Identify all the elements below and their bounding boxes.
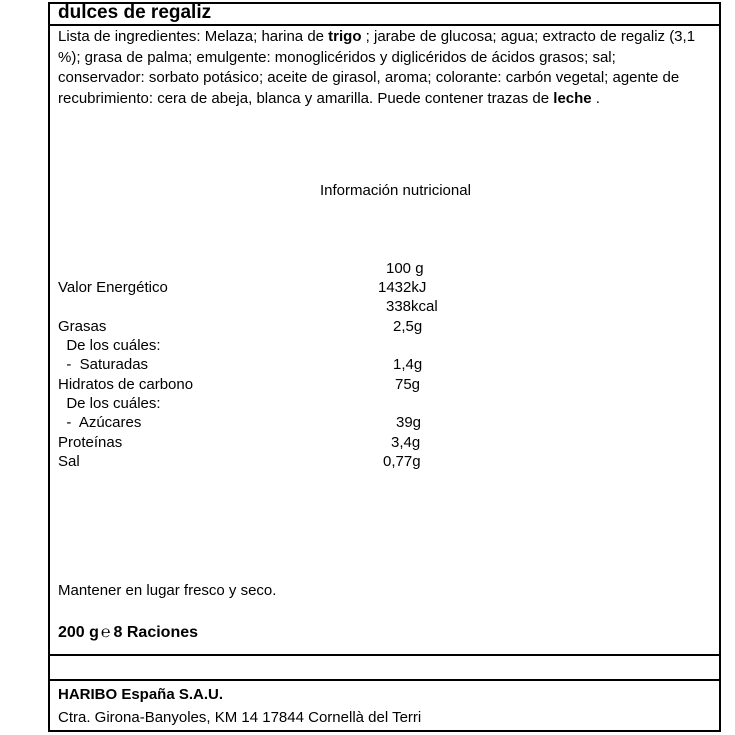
nutrition-row-value: 1,4g	[393, 356, 423, 373]
nutrition-row-label: Grasas	[58, 318, 107, 335]
nutrition-row-value: 75g	[395, 376, 421, 393]
nutrition-title: Información nutricional	[320, 182, 471, 199]
nutrition-row-label: - Saturadas	[58, 356, 149, 373]
ingredients-list	[58, 27, 698, 109]
nutrition-row-label: De los cuáles:	[58, 337, 161, 354]
ingredients-text-2: ; jarabe de glucosa; agua; extracto de regaliz (3,1 %); grasa de palma; emulgente: monoglicéridos y diglicéridos de ácidos grasos; sal; conservador: sorbato potásico; aceite de girasol, aroma; colorante: carbón vegetal; agente de recubrimiento: cera de abeja, blanca y amarilla. Puede contener trazas de	[58, 28, 696, 107]
product-name: dulces de regaliz	[58, 2, 212, 23]
nutrition-row-label: Sal	[58, 453, 80, 470]
nutrition-column-header: 100 g	[386, 260, 424, 277]
divider-company	[48, 679, 721, 681]
nutrition-row-value: 0,77g	[383, 453, 421, 470]
nutrition-row-label: Valor Energético	[58, 279, 168, 296]
nutrition-row-label: - Azúcares	[58, 414, 142, 431]
allergen-milk: leche	[553, 89, 592, 107]
company-address: Ctra. Girona-Banyoles, KM 14 17844 Cornellà del Terri	[58, 709, 422, 726]
nutrition-row-value: 39g	[396, 414, 422, 431]
ingredients-text-1: Lista de ingredientes: Melaza; harina de	[58, 28, 329, 45]
nutrition-row-value: 1432kJ	[378, 279, 427, 296]
nutrition-row-label: Proteínas	[58, 434, 123, 451]
servings: 8 Raciones	[113, 624, 199, 641]
nutrition-row-label: Hidratos de carbono	[58, 376, 194, 393]
nutrition-row-value: 2,5g	[393, 318, 423, 335]
allergen-wheat: trigo	[328, 28, 362, 45]
net-weight	[58, 624, 198, 642]
divider-weight	[48, 654, 721, 656]
company-name: HARIBO España S.A.U.	[58, 686, 224, 703]
divider-title	[48, 24, 721, 26]
ingredients-text-3: .	[591, 89, 600, 107]
nutrition-row-label: De los cuáles:	[58, 395, 161, 412]
net-weight-amount: 200 g	[58, 624, 99, 641]
label-border	[48, 2, 721, 732]
nutrition-row-value: 338kcal	[386, 298, 438, 315]
nutrition-row-value: 3,4g	[391, 434, 421, 451]
storage-instructions: Mantener en lugar fresco y seco.	[58, 582, 277, 599]
estimated-sign-icon: ℮	[100, 624, 111, 641]
